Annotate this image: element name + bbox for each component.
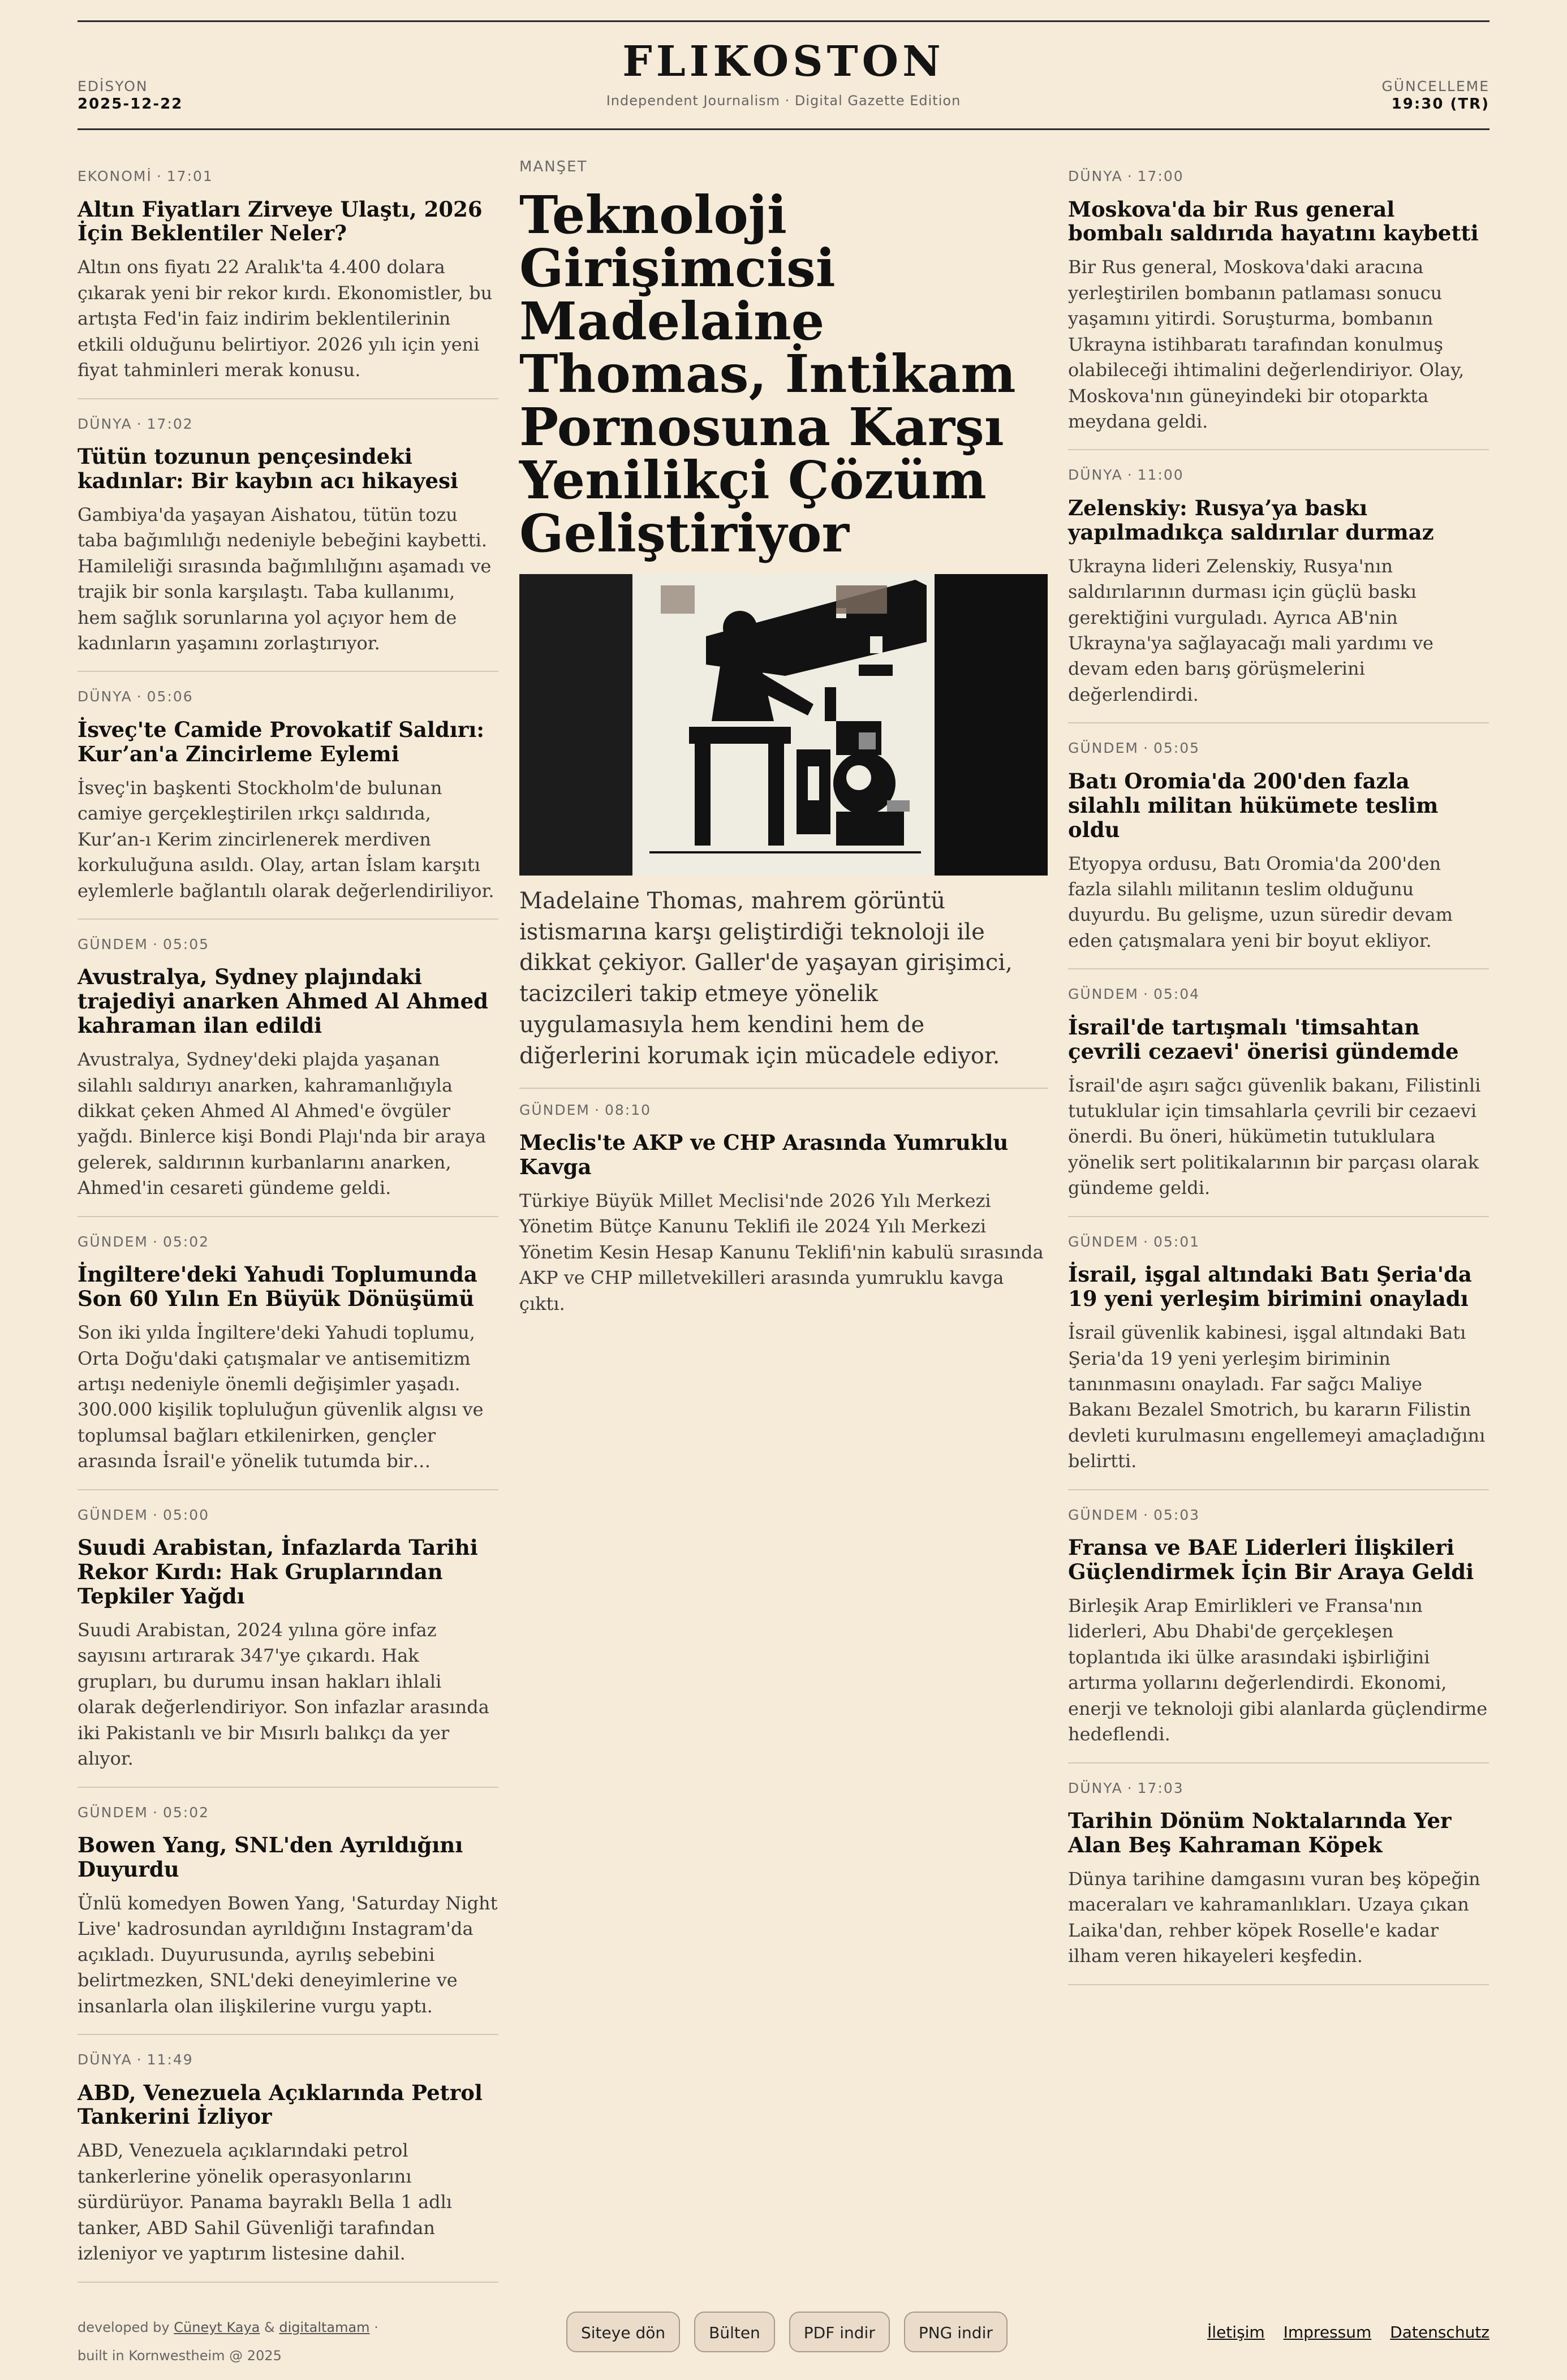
article-headline[interactable]: Moskova'da bir Rus general bombalı saldırıda hayatını kaybetti (1068, 196, 1479, 246)
article-meta: GÜNDEM · 05:05 (1068, 740, 1200, 757)
news-article[interactable] (78, 1233, 498, 1490)
article-headline[interactable]: Tütün tozunun pençesindeki kadınlar: Bir kaybın acı hikayesi (78, 444, 458, 493)
article-time: 05:03 (1153, 1506, 1200, 1523)
update-block (1381, 78, 1489, 113)
separator-dot: · (374, 2319, 378, 2335)
article-time: 05:05 (162, 935, 209, 952)
article-summary: Bir Rus general, Moskova'daki aracına yerleştirilen bombanın patlaması sonucu yaşamını yitirdi. Soruşturma, bombanın Ukrayna istihbaratı tarafından konulmuş olabileceği ihtimalini değerlendiriyor. Olay, Moskova'nın güneyindeki bir otoparkta meydana geldi. (1068, 256, 1465, 432)
update-time: 19:30 (TR) (1391, 96, 1489, 113)
article-headline[interactable]: Avustralya, Sydney plajındaki trajediyi anarken Ahmed Al Ahmed kahraman ilan edildi (78, 964, 489, 1038)
article-section: GÜNDEM (1068, 740, 1139, 757)
article-section: DÜNYA (1068, 168, 1123, 184)
article-headline[interactable]: Batı Oromia'da 200'den fazla silahlı militan hükümete teslim oldu (1068, 768, 1439, 842)
article-summary: Altın ons fiyatı 22 Aralık'ta 4.400 dolara çıkarak yeni bir rekor kırdı. Ekonomistler, bu artışta Fed'in faiz indirim beklentilerinin etkili olduğunu belirtiyor. 2026 yılı için yeni fiyat tahminleri merak konusu. (78, 256, 493, 381)
back-to-site-button[interactable]: Siteye dön (566, 2312, 680, 2352)
article-time: 08:10 (604, 1101, 651, 1118)
edition-label: EDİSYON (78, 78, 148, 94)
article-summary: Dünya tarihine damgasını vuran beş köpeğin maceraları ve kahramanlıkları. Uzaya çıkan Laika'dan, rehber köpek Roselle'e kadar ilham veren hikayeleri keşfedin. (1068, 1868, 1480, 1967)
article-headline[interactable]: İsrail'de tartışmalı 'timsahtan çevrili cezaevi' önerisi gündemde (1068, 1014, 1459, 1064)
news-article[interactable] (1068, 466, 1489, 723)
article-headline[interactable]: Altın Fiyatları Zirveye Ulaştı, 2026 İçin Beklentiler Neler? (78, 196, 483, 246)
amp-text: & (264, 2319, 275, 2335)
article-summary: Ünlü komedyen Bowen Yang, 'Saturday Night Live' kadrosundan ayrıldığını Instagram'da açıkladı. Duyurusunda, ayrılış sebebini belirtmezken, SNL'deki deneyimlerine ve insanlarla olan ilişkilerine vurgu yaptı. (78, 1892, 498, 2017)
article-meta: DÜNYA · 11:00 (1068, 467, 1184, 484)
article-section: GÜNDEM (1068, 1233, 1139, 1250)
news-article[interactable] (78, 167, 498, 399)
news-article[interactable] (78, 2051, 498, 2283)
middle-column (519, 158, 1048, 1317)
article-summary: İsveç'in başkenti Stockholm'de bulunan camiye gerçekleştirilen ırkçı saldırıda, Kur’an-ı Kerim zincirlenerek merdiven korkuluğuna asıldı. Olay, artan İslam karşıtı eylemlerle bağlantılı olarak değerlendiriliyor. (78, 777, 494, 902)
developed-by-text: developed by (78, 2319, 170, 2335)
article-meta: GÜNDEM · 05:00 (78, 1506, 209, 1523)
article-headline[interactable]: Fransa ve BAE Liderleri İlişkileri Güçlendirmek İçin Bir Araya Geldi (1068, 1535, 1474, 1585)
footer (78, 2302, 1489, 2364)
update-label: GÜNCELLEME (1381, 78, 1489, 94)
article-meta: GÜNDEM · 05:05 (78, 935, 209, 952)
article-section: DÜNYA (78, 2051, 132, 2068)
left-column (78, 167, 498, 2299)
lead-summary: Madelaine Thomas, mahrem görüntü istismarına karşı geliştirdiği teknoloji ile dikkat çekiyor. Galler'de yaşayan girişimci, tacizcileri takip etmeye yönelik uygulamasıyla hem kendini hem de diğerlerini korumak için mücadele ediyor. (519, 886, 1048, 1089)
article-summary: Türkiye Büyük Millet Meclisi'nde 2026 Yılı Merkezi Yönetim Bütçe Kanunu Teklifi ile 2024 Yılı Merkezi Yönetim Kesin Hesap Kanunu Teklifi'nin kabulü sırasında AKP ve CHP milletvekilleri arasında yumruklu kavga çıktı. (519, 1189, 1044, 1314)
article-headline[interactable]: Meclis'te AKP ve CHP Arasında Yumruklu Kavga (519, 1130, 1009, 1179)
article-time: 11:00 (1137, 467, 1184, 484)
news-article[interactable] (1068, 1506, 1489, 1764)
article-summary: Birleşik Arap Emirlikleri ve Fransa'nın liderleri, Abu Dhabi'de gerçekleşen toplantıda iki ülke arasındaki işbirliğini artırma yollarını değerlendirdi. Ekonomi, enerji ve teknoloji gibi alanlarda güçlendirme hedeflendi. (1068, 1595, 1488, 1745)
article-meta: EKONOMİ · 17:01 (78, 168, 213, 184)
article-time: 05:05 (1153, 740, 1200, 757)
news-article[interactable] (78, 415, 498, 672)
lead-headline[interactable]: Teknoloji Girişimcisi Madelaine Thomas, İntikam Pornosuna Karşı Yenilikçi Çözüm Geliştiriyor (519, 184, 1016, 564)
article-meta: GÜNDEM · 05:03 (1068, 1506, 1200, 1523)
article-meta: GÜNDEM · 05:01 (1068, 1233, 1200, 1250)
article-section: GÜNDEM (1068, 1506, 1139, 1523)
article-time: 05:02 (162, 1233, 209, 1250)
article-headline[interactable]: İsveç'te Camide Provokatif Saldırı: Kur’an'a Zincirleme Eylemi (78, 717, 485, 766)
article-summary: Gambiya'da yaşayan Aishatou, tütün tozu taba bağımlılığı nedeniyle bebeğini kaybetti. Hamileliği sırasında bağımlılığını aşamadı ve trajik bir sonla karşılaştı. Taba kullanımı, hem sağlık sorunlarına yol açıyor hem de kadınların yaşamını zorlaştırıyor. (78, 503, 492, 654)
article-headline[interactable]: ABD, Venezuela Açıklarında Petrol Tankerini İzliyor (78, 2080, 483, 2129)
article-summary: İsrail'de aşırı sağcı güvenlik bakanı, Filistinli tutuklular için timsahlarla çevrili bir cezaevi önerdi. Bu öneri, hükümetin tutuklulara yönelik sert politikalarının bir parçası olarak gündeme geldi. (1068, 1074, 1481, 1199)
right-column (1068, 167, 1489, 2001)
article-meta: DÜNYA · 17:02 (78, 415, 193, 432)
article-section: GÜNDEM (519, 1101, 590, 1118)
article-time: 05:01 (1153, 1233, 1200, 1250)
png-download-button[interactable]: PNG indir (904, 2312, 1008, 2352)
article-headline[interactable]: İsrail, işgal altındaki Batı Şeria'da 19 yeni yerleşim birimini onayladı (1068, 1262, 1472, 1312)
article-section: DÜNYA (1068, 467, 1123, 484)
article-section: GÜNDEM (78, 1804, 148, 1821)
article-meta: DÜNYA · 17:03 (1068, 1779, 1184, 1796)
article-time: 17:02 (147, 415, 193, 432)
footer-buttons (566, 2312, 1022, 2352)
built-in-text: built in Kornwestheim @ 2025 (78, 2348, 282, 2364)
article-time: 17:03 (1137, 1779, 1184, 1796)
article-headline[interactable]: Tarihin Dönüm Noktalarında Yer Alan Beş Kahraman Köpek (1068, 1808, 1452, 1858)
article-headline[interactable]: İngiltere'deki Yahudi Toplumunda Son 60 Yılın En Büyük Dönüşümü (78, 1262, 477, 1312)
article-headline[interactable]: Zelenskiy: Rusya’ya baskı yapılmadıkça saldırılar durmaz (1068, 495, 1434, 545)
article-time: 05:06 (147, 688, 193, 705)
article-meta: DÜNYA · 11:49 (78, 2051, 193, 2068)
org-link[interactable]: digitaltamam (279, 2319, 370, 2335)
article-section: GÜNDEM (78, 1233, 148, 1250)
privacy-link[interactable]: Datenschutz (1390, 2323, 1489, 2342)
article-time: 05:04 (1153, 986, 1200, 1003)
tagline: Independent Journalism · Digital Gazette Edition (606, 93, 961, 109)
article-section: DÜNYA (1068, 1779, 1123, 1796)
brand-block (78, 39, 1489, 109)
article-headline[interactable]: Suudi Arabistan, İnfazlarda Tarihi Rekor Kırdı: Hak Gruplarından Tepkiler Yağdı (78, 1535, 478, 1609)
masthead (78, 20, 1489, 130)
article-headline[interactable]: Bowen Yang, SNL'den Ayrıldığını Duyurdu (78, 1833, 463, 1882)
edition-date: 2025-12-22 (78, 96, 183, 113)
article-summary: Avustralya, Sydney'deki plajda yaşanan silahlı saldırıyı anarken, kahramanlığıyla dikkat çeken Ahmed Al Ahmed'e övgüler yağdı. Binlerce kişi Bondi Plajı'nda bir araya gelerek, saldırının kurbanlarını anarken, Ahmed'in cesareti gündeme geldi. (78, 1049, 487, 1199)
article-summary: Ukrayna lideri Zelenskiy, Rusya'nın saldırılarının durması için güçlü baskı gerektiğini vurguladı. Ayrıca AB'nin Ukrayna'ya sağlayacağı mali yardımı ve devam eden barış görüşmelerini değerlendirdi. (1068, 555, 1433, 705)
article-section: GÜNDEM (1068, 986, 1139, 1003)
news-article[interactable] (1068, 739, 1489, 969)
news-article[interactable] (1068, 167, 1489, 450)
article-section: DÜNYA (78, 688, 132, 705)
article-meta: GÜNDEM · 05:02 (78, 1804, 209, 1821)
article-time: 17:00 (1137, 168, 1184, 184)
article-summary: ABD, Venezuela açıklarındaki petrol tankerlerine yönelik operasyonlarını sürdürüyor. Panama bayraklı Bella 1 adlı tanker, ABD Sahil Güvenliği tarafından izleniyor ve yaptırım listesine dahil. (78, 2140, 453, 2265)
article-meta: DÜNYA · 05:06 (78, 688, 193, 705)
article-meta: GÜNDEM · 05:04 (1068, 986, 1200, 1003)
article-summary: Son iki yılda İngiltere'deki Yahudi toplumu, Orta Doğu'daki çatışmalar ve antisemitizm artışı nedeniyle önemli değişimler yaşadı. 300.000 kişilik topluluğun güvenlik algısı ve toplumsal bağları etkilenirken, gençler arasında İsrail'e yönelik tutumda bir… (78, 1322, 484, 1472)
lead-kicker: MANŞET (519, 158, 588, 175)
article-section: EKONOMİ (78, 168, 152, 184)
news-article[interactable] (1068, 985, 1489, 1217)
lead-illustration[interactable] (519, 574, 1048, 876)
news-article[interactable] (78, 1804, 498, 2036)
article-section: GÜNDEM (78, 1506, 148, 1523)
article-summary: Suudi Arabistan, 2024 yılına göre infaz sayısını artırarak 347'ye çıkardı. Hak grupları, bu durumu insan hakları ihlali olarak değerlendiriyor. Son infazlar arasında iki Pakistanlı ve bir Mısırlı balıkçı da yer alıyor. (78, 1619, 489, 1770)
article-section: GÜNDEM (78, 935, 148, 952)
article-time: 17:01 (166, 168, 213, 184)
news-article[interactable] (519, 1101, 1048, 1317)
news-article[interactable] (78, 688, 498, 920)
newsletter-button[interactable]: Bülten (694, 2312, 775, 2352)
news-article[interactable] (1068, 1779, 1489, 1985)
news-article[interactable] (1068, 1233, 1489, 1490)
article-summary: İsrail güvenlik kabinesi, işgal altındaki Batı Şeria'da 19 yeni yerleşim biriminin tanınmasını onayladı. Far sağcı Maliye Bakanı Bezalel Smotrich, bu kararın Filistin devleti kurulmasını engellemeyi amaçladığını belirtti. (1068, 1322, 1486, 1472)
contact-link[interactable]: İletişim (1207, 2323, 1265, 2342)
footer-credits (78, 2313, 378, 2370)
news-article[interactable] (78, 935, 498, 1217)
pdf-download-button[interactable]: PDF indir (789, 2312, 890, 2352)
brand-title: FLIKOSTON (622, 37, 945, 86)
news-article[interactable] (78, 1506, 498, 1788)
article-section: DÜNYA (78, 415, 132, 432)
article-summary: Etyopya ordusu, Batı Oromia'da 200'den fazla silahlı militanın teslim olduğunu duyurdu. Bu gelişme, uzun süredir devam eden çatışmalara yeni bir boyut ekliyor. (1068, 852, 1453, 951)
lead-illustration-art (519, 574, 1048, 876)
article-time: 11:49 (147, 2051, 193, 2068)
article-meta: GÜNDEM · 05:02 (78, 1233, 209, 1250)
footer-links (1194, 2323, 1489, 2342)
article-time: 05:02 (162, 1804, 209, 1821)
article-meta: DÜNYA · 17:00 (1068, 168, 1184, 184)
author-link[interactable]: Cüneyt Kaya (174, 2319, 260, 2335)
article-time: 05:00 (162, 1506, 209, 1523)
article-meta: GÜNDEM · 08:10 (519, 1101, 651, 1118)
impressum-link[interactable]: Impressum (1283, 2323, 1372, 2342)
